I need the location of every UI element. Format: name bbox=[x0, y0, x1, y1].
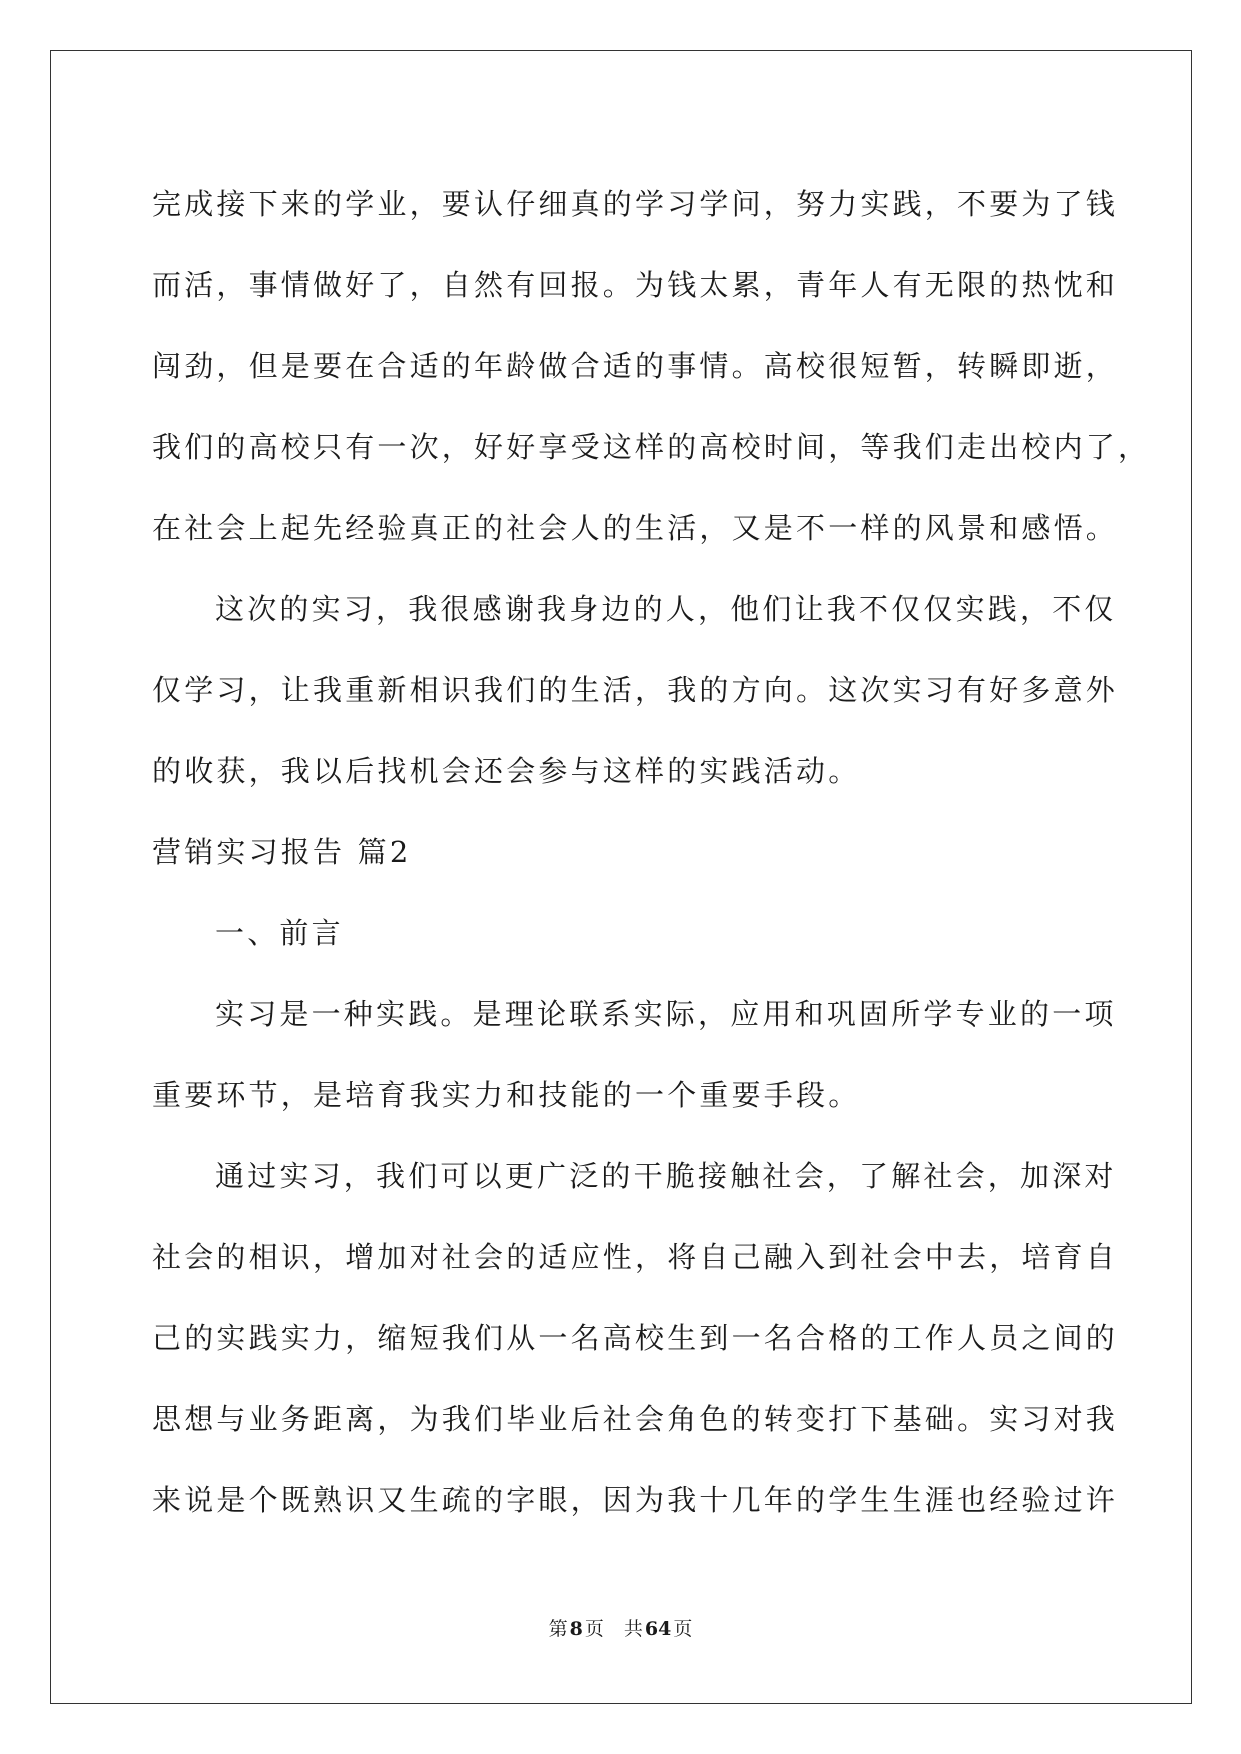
text-line: 重要环节，是培育我实力和技能的一个重要手段。 bbox=[152, 1078, 861, 1112]
text-line: 实习是一种实践。是理论联系实际，应用和巩固所学专业的一项 bbox=[215, 997, 1117, 1031]
total-pages: 64 bbox=[644, 1618, 672, 1640]
text-line: 仅学习，让我重新相识我们的生活，我的方向。这次实习有好多意外 bbox=[152, 673, 1119, 707]
section-heading: 营销实习报告 篇2 bbox=[152, 835, 412, 869]
text-line: 闯劲，但是要在合适的年龄做合适的事情。高校很短暂，转瞬即逝， bbox=[152, 349, 1119, 383]
text-line: 而活，事情做好了，自然有回报。为钱太累，青年人有无限的热忱和 bbox=[152, 268, 1119, 302]
text-line: 思想与业务距离，为我们毕业后社会角色的转变打下基础。实习对我 bbox=[152, 1402, 1119, 1436]
subsection-heading: 一、前言 bbox=[215, 916, 344, 950]
text-line: 在社会上起先经验真正的社会人的生活，又是不一样的风景和感悟。 bbox=[152, 511, 1119, 545]
page-footer bbox=[0, 1617, 1241, 1641]
text-line: 我们的高校只有一次，好好享受这样的高校时间，等我们走出校内了， bbox=[152, 430, 1151, 464]
document-body bbox=[152, 164, 1151, 1541]
total-prefix: 共 bbox=[623, 1618, 643, 1640]
text-line: 来说是个既熟识又生疏的字眼，因为我十几年的学生生涯也经验过许 bbox=[152, 1483, 1119, 1517]
text-line: 的收获，我以后找机会还会参与这样的实践活动。 bbox=[152, 754, 861, 788]
text-line: 己的实践实力，缩短我们从一名高校生到一名合格的工作人员之间的 bbox=[152, 1321, 1119, 1355]
page-suffix: 页 bbox=[584, 1618, 604, 1640]
page-prefix: 第 bbox=[548, 1618, 568, 1640]
page-number: 8 bbox=[569, 1618, 583, 1640]
total-suffix: 页 bbox=[673, 1618, 693, 1640]
text-line: 完成接下来的学业，要认仔细真的学习学问，努力实践，不要为了钱 bbox=[152, 187, 1119, 221]
text-line: 这次的实习，我很感谢我身边的人，他们让我不仅仅实践，不仅 bbox=[215, 592, 1117, 626]
text-line: 通过实习，我们可以更广泛的干脆接触社会，了解社会，加深对 bbox=[215, 1159, 1117, 1193]
text-line: 社会的相识，增加对社会的适应性，将自己融入到社会中去，培育自 bbox=[152, 1240, 1119, 1274]
